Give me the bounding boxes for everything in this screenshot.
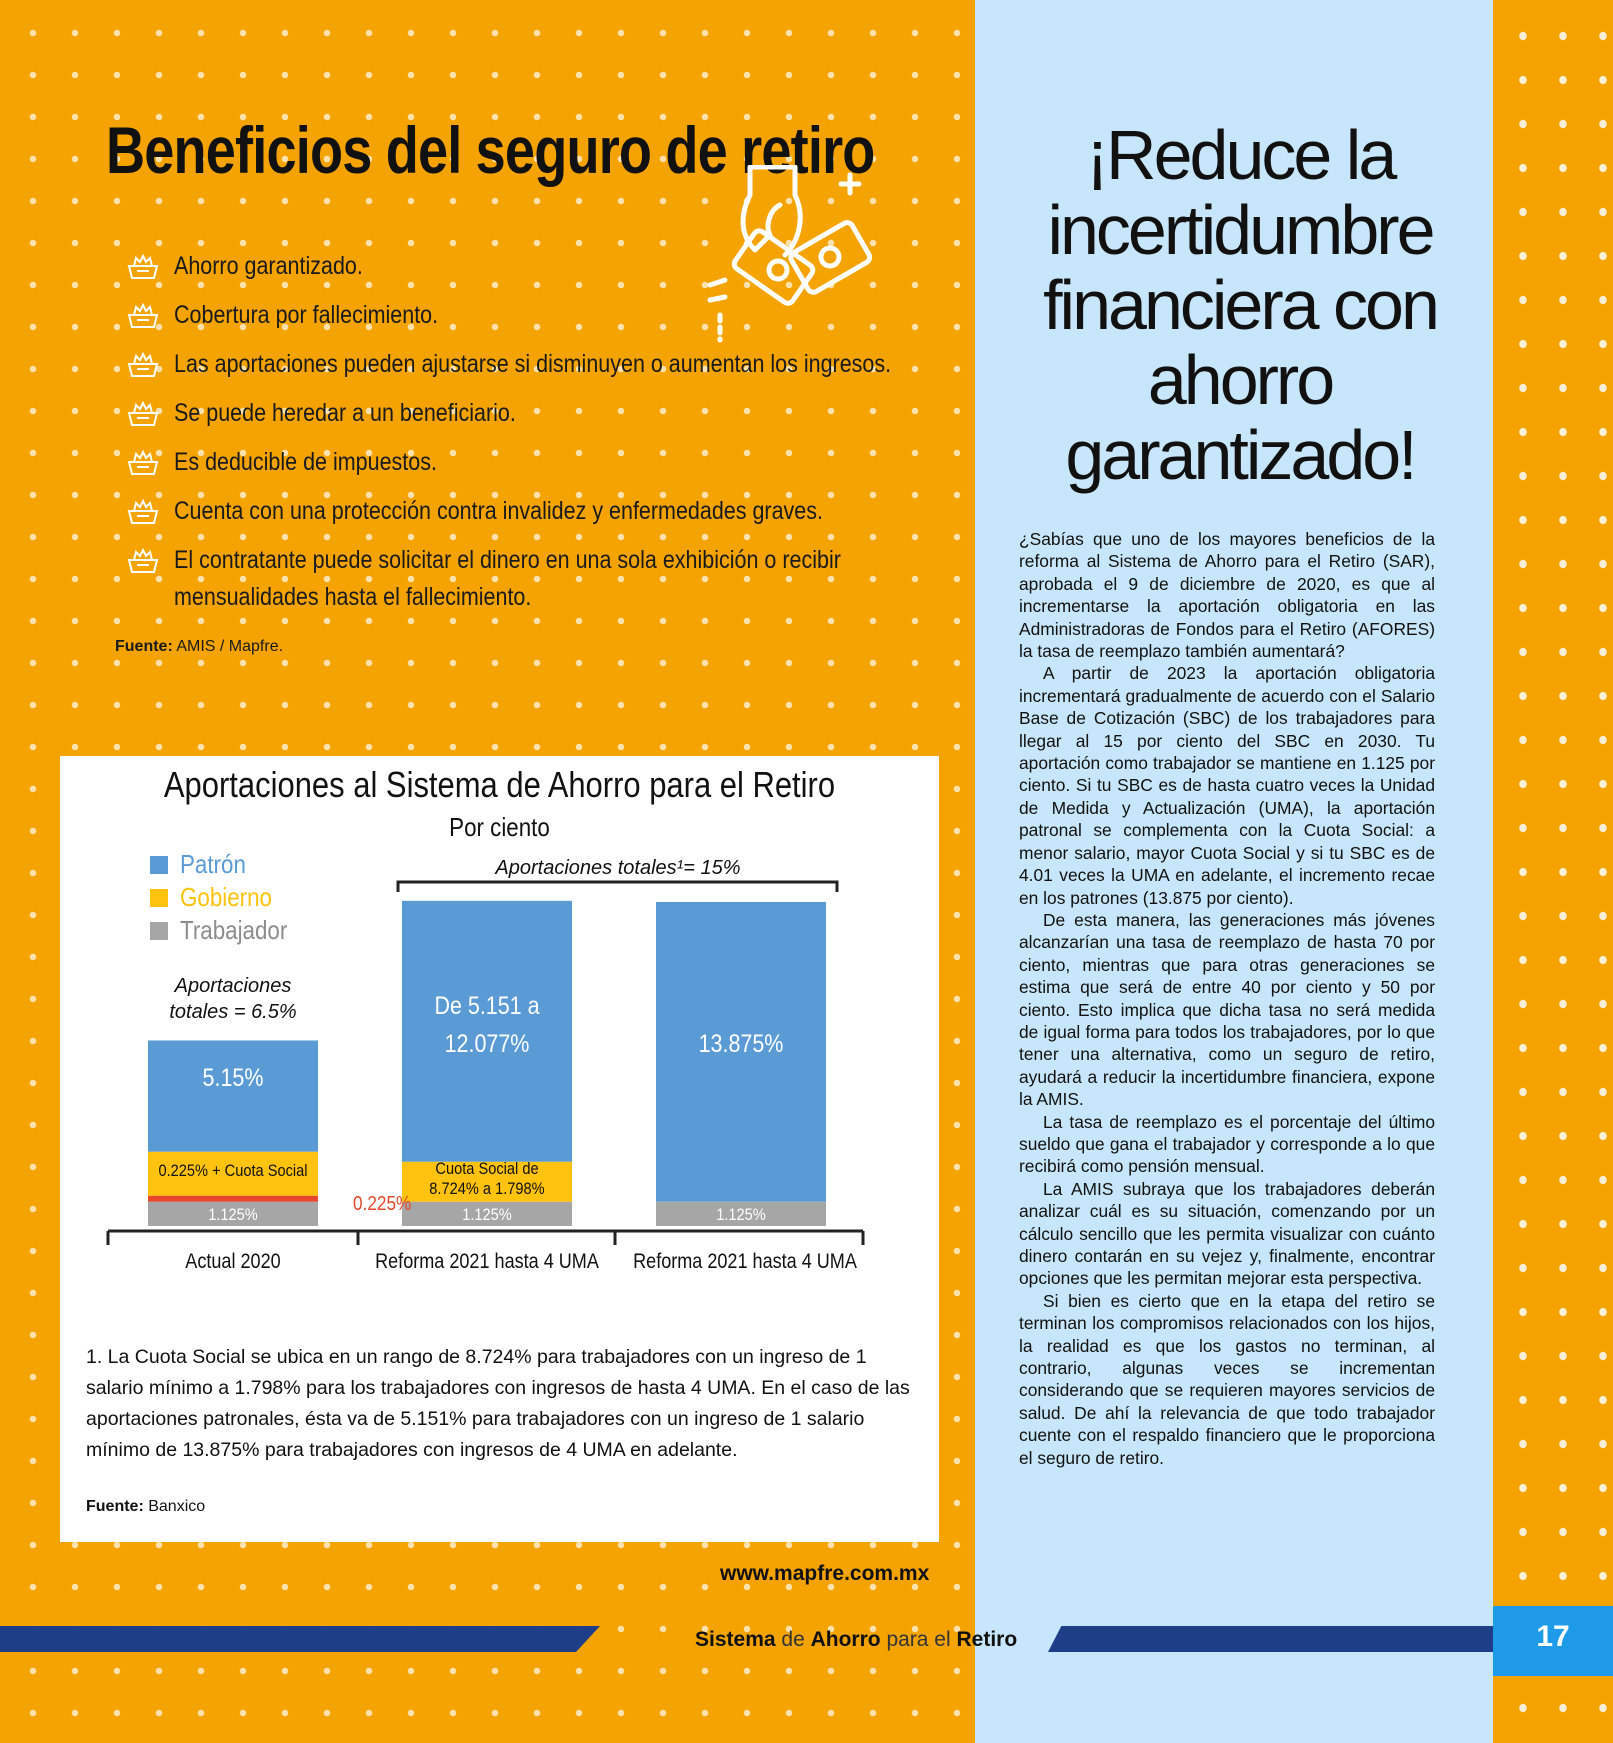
legend-label: Gobierno [180,882,272,912]
source-note [115,638,283,656]
x-tick-label: Reforma 2021 hasta 4 UMA [375,1249,599,1274]
money-basket-icon [126,548,160,574]
source-value: AMIS / Mapfre. [172,638,284,655]
page-number: 17 [1536,1620,1570,1653]
footer-bar-right [1048,1626,1493,1652]
page-title: Beneficios del seguro de retiro [106,113,875,187]
money-basket-icon [126,401,160,427]
article-paragraph: La AMIS subraya que los trabajadores deberán analizar cuál es su situación, comenzando por un cálculo sencillo que les permita visualizar con cuánto dinero contarán en su vejez y, finalmente, encontrar opciones que les permitan mejorar esta perspectiva. [1019,1178,1435,1289]
benefit-item: Cobertura por fallecimiento. [126,297,926,334]
headline-line: ¡Reduce la [1085,116,1395,194]
money-basket-icon [126,499,160,525]
article-paragraph: De esta manera, las generaciones más jóvenes alcanzarían una tasa de reemplazo de hasta 70 por ciento, mientras que para otras generaciones se estima que será de entre 40 por ciento y 50 por ciento. Esto implica que dicha tasa no será medida de igual forma para todos los trabajadores, por lo que tener una alternativa, como un seguro de retiro, ayudará a reducir la incertidumbre financiera, expone la AMIS. [1019,909,1435,1110]
chart-title: Aportaciones al Sistema de Ahorro para el Retiro [163,764,836,805]
headline-line: financiera con [1043,266,1437,344]
bar-segment-gobierno-red [148,1196,318,1202]
footer-word: para el [886,1628,951,1651]
benefit-item: El contratante puede solicitar el dinero en una sola exhibición o recibir mensualidades hasta el fallecimiento. [126,542,926,616]
chart-source [86,1498,205,1516]
legend-item [150,848,305,881]
annotation-total-2020: totales = 6.5% [169,1001,297,1023]
data-label-trabajador: 1.125% [716,1206,766,1225]
data-label-gobierno: 8.724% a 1.798% [429,1180,545,1199]
footer-word: Sistema [695,1628,776,1651]
annotation-total-2021: Aportaciones totales¹= 15% [495,857,741,879]
legend-swatch [150,889,168,907]
money-basket-icon [126,254,160,280]
footer-bar-left [0,1626,600,1652]
legend-label: Trabajador [180,915,288,945]
data-label-gobierno: Cuota Social de [435,1160,539,1179]
footer-word: de [781,1628,805,1651]
data-label-gobierno: 0.225% + Cuota Social [158,1162,308,1181]
chart-panel [60,756,939,1542]
chart-source-label: Fuente: [86,1498,144,1515]
x-tick-label: Reforma 2021 hasta 4 UMA [633,1249,857,1274]
article-paragraph: ¿Sabías que uno de los mayores beneficios de la reforma al Sistema de Ahorro para el Retiro (SAR), aprobada el 9 de diciembre de 2020, es que al incrementarse la aportación obligatoria en las Administradoras de Fondos para el Retiro (AFORES) la tasa de reemplazo también aumentará? [1019,529,1435,662]
bar-segment-patrón [148,1040,318,1151]
chart-legend [150,848,305,947]
data-label-trabajador: 1.125% [208,1206,258,1225]
data-label-trabajador: 1.125% [462,1206,512,1225]
article-paragraph: A partir de 2023 la aportación obligatoria incrementará gradualmente de acuerdo con el Salario Base de Cotización (SBC) de los trabajadores para llegar al 15 por ciento del SBC en 2030. Tu aportación como trabajador se mantiene en 1.125 por ciento. Si tu SBC es de hasta cuatro veces la Unidad de Medida y Actualización (UMA), la aportación patronal se complementa con la Cuota Social: a menor salario, mayor Cuota Social y si tu SBC es de 4.01 veces la UMA en adelante, el incremento recae en los patrones (13.875 por ciento). [1019,663,1435,908]
chart-subtitle: Por ciento [449,812,550,842]
benefit-item: Ahorro garantizado. [126,248,926,285]
article-body [1019,528,1435,1469]
money-basket-icon [126,352,160,378]
chart-source-value: Banxico [143,1498,206,1515]
data-label-patron: 13.875% [698,1029,784,1058]
headline-line: garantizado! [1065,416,1415,494]
headline-line: incertidumbre [1047,191,1433,269]
footer-word: Ahorro [810,1628,881,1651]
headline-line: ahorro [1147,341,1333,419]
legend-swatch [150,922,168,940]
article-paragraph: Si bien es cierto que en la etapa del retiro se terminan los compromisos relacionados con los hijos, la realidad es que los gastos no terminan, al contrario, algunas veces se incrementan considerando que se requieren mayores servicios de salud. De ahí la relevancia de que todo trabajador cuente con el respaldo financiero que le proporciona el seguro de retiro. [1019,1290,1435,1468]
legend-item [150,881,305,914]
legend-item [150,914,305,947]
website-link[interactable]: www.mapfre.com.mx [720,1562,930,1585]
money-basket-icon [126,303,160,329]
benefit-item: Es deducible de impuestos. [126,444,926,481]
annotation-total-2020: Aportaciones [174,975,292,997]
benefit-item: Se puede heredar a un beneficiario. [126,395,926,432]
article-paragraph: La tasa de reemplazo es el porcentaje del último sueldo que gana el trabajador y corresponde a lo que recibirá como pensión mensual. [1019,1111,1435,1177]
benefit-item: Las aportaciones pueden ajustarse si disminuyen o aumentan los ingresos. [126,346,926,383]
annotation-cuota: 0.225% [353,1191,412,1215]
money-basket-icon [126,450,160,476]
page-number-box [1493,1606,1613,1676]
footer-word: Retiro [956,1628,1018,1651]
source-label: Fuente: [115,638,173,655]
data-label-patron: De 5.151 a [434,991,540,1020]
data-label-patron: 5.15% [202,1063,264,1092]
right-margin-background [1493,0,1613,1743]
headline [1010,118,1470,493]
chart-footnote: 1. La Cuota Social se ubica en un rango de 8.724% para trabajadores con un ingreso de 1 salario mínimo a 1.798% para los trabajadores con ingresos de hasta 4 UMA. En el caso de las aportaciones patronales, ésta va de 5.151% para trabajadores con un ingreso de 1 salario mínimo de 13.875% para trabajadores con ingresos de 4 UMA en adelante. [86,1346,910,1461]
benefit-item: Cuenta con una protección contra invalidez y enfermedades graves. [126,493,926,530]
legend-label: Patrón [180,849,246,879]
footer-section-title [695,1628,1017,1652]
annotation-bracket [398,882,837,892]
benefits-list [126,248,926,628]
x-tick-label: Actual 2020 [185,1249,281,1274]
legend-swatch [150,856,168,874]
data-label-patron: 12.077% [444,1029,530,1058]
